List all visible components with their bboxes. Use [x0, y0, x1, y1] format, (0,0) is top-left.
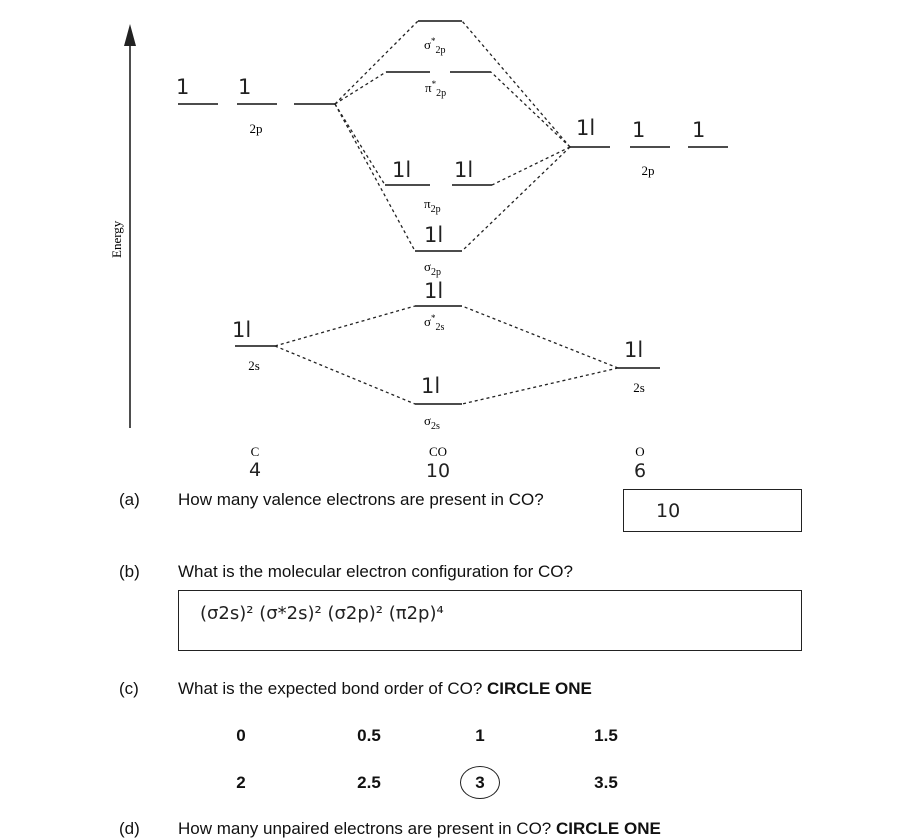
sigma-2s-label: $\sigma_{2s}$: [424, 413, 440, 432]
energy-axis-label: Energy: [109, 220, 124, 258]
c-symbol: C: [250, 444, 260, 459]
sigma-star-2s-label: $\sigma^*_{2s}$: [424, 313, 445, 333]
o-2p-label: 2p: [641, 163, 655, 178]
question-a-text: How many valence electrons are present in CO?: [178, 490, 544, 509]
co-symbol: CO: [428, 444, 448, 459]
question-c-text: What is the expected bond order of CO?: [178, 679, 483, 698]
energy-axis-arrowhead: [124, 24, 136, 46]
energy-levels: [178, 21, 728, 404]
question-a-answer: 10: [656, 500, 681, 522]
o-2p-electron-1: 1l: [576, 116, 596, 140]
question-d-text: How many unpaired electrons are present in CO?: [178, 819, 552, 838]
c-2p-label: 2p: [249, 121, 263, 136]
sigma-2p-electron: 1l: [424, 223, 444, 247]
question-b-answer: (σ2s)² (σ*2s)² (σ2p)² (π2p)⁴: [200, 603, 444, 624]
pi-star-2p-label: $\pi^*_{2p}$: [425, 79, 447, 99]
pi-2p-label: $\pi_{2p}$: [424, 196, 441, 215]
bond-order-option-selected[interactable]: 3: [475, 773, 485, 792]
bond-order-option[interactable]: 1: [475, 726, 485, 745]
bond-order-option[interactable]: 0: [236, 726, 246, 745]
question-a-letter: (a): [119, 490, 140, 509]
c-valence-count: 4: [248, 459, 262, 481]
correlation-lines: [275, 21, 618, 404]
bond-order-option[interactable]: 0.5: [357, 726, 381, 745]
question-d-letter: (d): [119, 819, 140, 838]
sigma-star-2p-label: $\sigma^*_{2p}$: [424, 36, 446, 56]
bond-order-option[interactable]: 1.5: [594, 726, 618, 745]
o-2p-electron-2: 1: [632, 118, 646, 142]
o-2s-label: 2s: [633, 380, 645, 395]
sigma-2s-electron: 1l: [421, 374, 441, 398]
pi-2p-electron-2: 1l: [454, 158, 474, 182]
question-d-emphasis: CIRCLE ONE: [555, 819, 661, 838]
o-symbol: O: [635, 444, 645, 459]
sigma-star-2s-electron: 1l: [424, 279, 444, 303]
question-b-letter: (b): [119, 562, 140, 581]
sigma-2p-label: $\sigma_{2p}$: [424, 259, 442, 278]
co-valence-count: 10: [425, 460, 451, 482]
o-valence-count: 6: [633, 460, 647, 482]
o-2p-electron-3: 1: [692, 118, 706, 142]
question-c-letter: (c): [119, 679, 139, 698]
question-d-prompt: [178, 819, 661, 839]
question-c-emphasis: CIRCLE ONE: [487, 679, 592, 698]
c-2s-label: 2s: [248, 358, 260, 373]
question-a-answer-box[interactable]: [623, 489, 802, 532]
pi-2p-electron-1: 1l: [392, 158, 412, 182]
c-2p-electron-2: 1: [238, 75, 252, 99]
c-2p-electron-1: 1: [176, 75, 190, 99]
o-2s-electron: 1l: [624, 338, 644, 362]
bond-order-option[interactable]: 2: [236, 773, 246, 792]
question-b-text: What is the molecular electron configuration for CO?: [178, 562, 573, 581]
bond-order-option[interactable]: 2.5: [357, 773, 381, 792]
bond-order-option[interactable]: 3.5: [594, 773, 618, 792]
c-2s-electron: 1l: [232, 318, 252, 342]
question-c-prompt: [178, 679, 592, 699]
